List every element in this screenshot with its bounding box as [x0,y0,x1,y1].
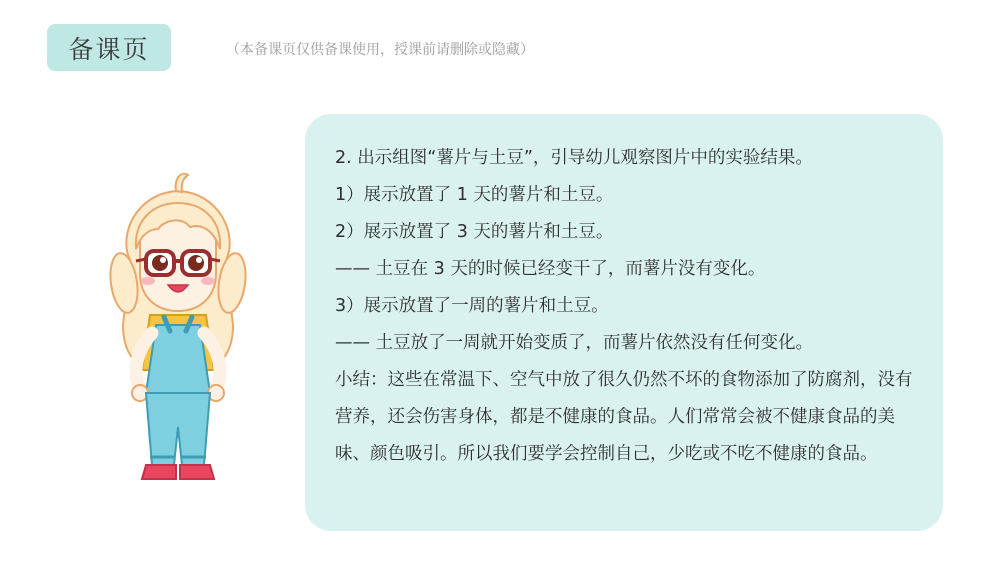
content-line: 3）展示放置了一周的薯片和土豆。 [335,296,609,316]
girl-with-glasses-character [78,165,278,510]
content-summary: 小结：这些在常温下、空气中放了很久仍然不坏的食物添加了防腐剂，没有营养，还会伤害身体，都是不健康的食品。人们常常会被不健康食品的美味、颜色吸引。所以我们要学会控制自己，少吃或不吃不健康的食品。 [335,370,913,464]
content-line: 1）展示放置了 1 天的薯片和土豆。 [335,185,614,205]
content-line: 2. 出示组图“薯片与土豆”，引导幼儿观察图片中的实验结果。 [335,148,813,168]
content-line: 2）展示放置了 3 天的薯片和土豆。 [335,222,614,242]
header-note: （本备课页仅供备课使用，授课前请删除或隐藏） [226,42,534,58]
page-title: 备课页 [68,34,150,64]
page-title-badge [47,24,171,71]
content-line: —— 土豆放了一周就开始变质了，而薯片依然没有任何变化。 [335,333,814,353]
content-line: —— 土豆在 3 天的时候已经变干了，而薯片没有变化。 [335,259,766,279]
content-panel [305,114,943,531]
